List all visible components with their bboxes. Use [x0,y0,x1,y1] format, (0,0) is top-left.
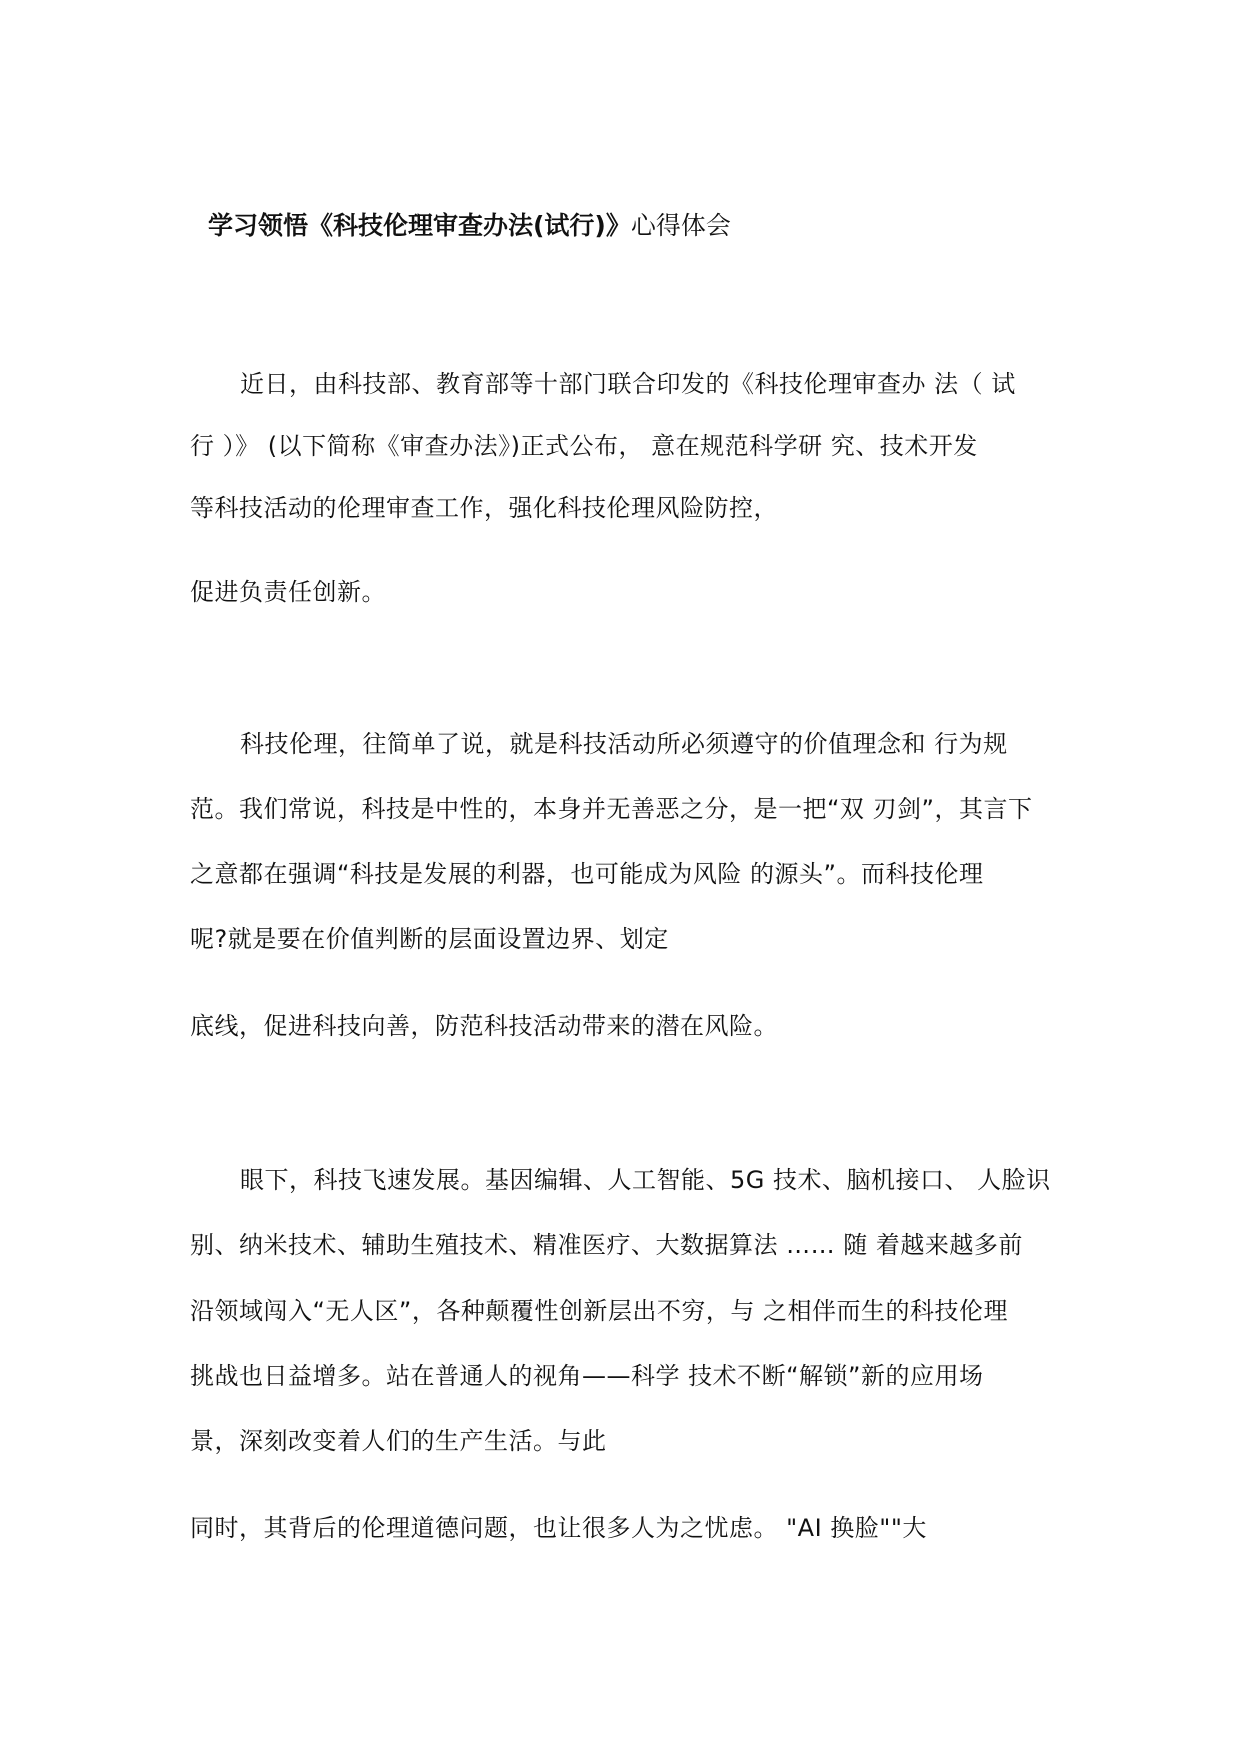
paragraph-1-line-4: 促进负责任创新。 [190,578,386,606]
paragraph-3-line-3: 沿领域闯入“无人区”，各种颠覆性创新层出不穷，与 之相伴而生的科技伦理 [190,1297,1008,1325]
paragraph-1-line-1: 近日，由科技部、教育部等十部门联合印发的《科技伦理审查办 法（ 试 [240,370,1016,398]
paragraph-2-line-3: 之意都在强调“科技是发展的利器，也可能成为风险 的源头”。而科技伦理 [190,860,984,888]
paragraph-1-line-2: 行 ）》 (以下简称《审查办法》)正式公布， 意在规范科学研 究、技术开发 [190,432,978,460]
paragraph-2-line-2: 范。我们常说，科技是中性的，本身并无善恶之分，是一把“双 刃剑”，其言下 [190,795,1033,823]
paragraph-2-line-4: 呢?就是要在价值判断的层面设置边界、划定 [190,925,669,953]
paragraph-3-line-1: 眼下，科技飞速发展。基因编辑、人工智能、5G 技术、脑机接口、 人脸识 [240,1166,1051,1194]
paragraph-3-line-5: 景，深刻改变着人们的生产生活。与此 [190,1427,607,1455]
paragraph-2-line-5: 底线，促进科技向善，防范科技活动带来的潜在风险。 [190,1012,778,1040]
title-main: 学习领悟《科技伦理审查办法(试行)》 [208,211,631,240]
paragraph-3-line-6: 同时，其背后的伦理道德问题，也让很多人为之忧虑。 "AI 换脸""大 [190,1514,927,1542]
paragraph-1-line-3: 等科技活动的伦理审查工作，强化科技伦理风险防控， [190,494,778,522]
paragraph-2-line-1: 科技伦理，往简单了说，就是科技活动所必须遵守的价值理念和 行为规 [240,730,1008,758]
paragraph-3-line-2: 别、纳米技术、辅助生殖技术、精准医疗、大数据算法 …… 随 着越来越多前 [190,1231,1023,1259]
title-suffix: 心得体会 [630,211,731,240]
paragraph-3-line-4: 挑战也日益增多。站在普通人的视角——科学 技术不断“解锁”新的应用场 [190,1362,984,1390]
document-title [208,208,731,244]
